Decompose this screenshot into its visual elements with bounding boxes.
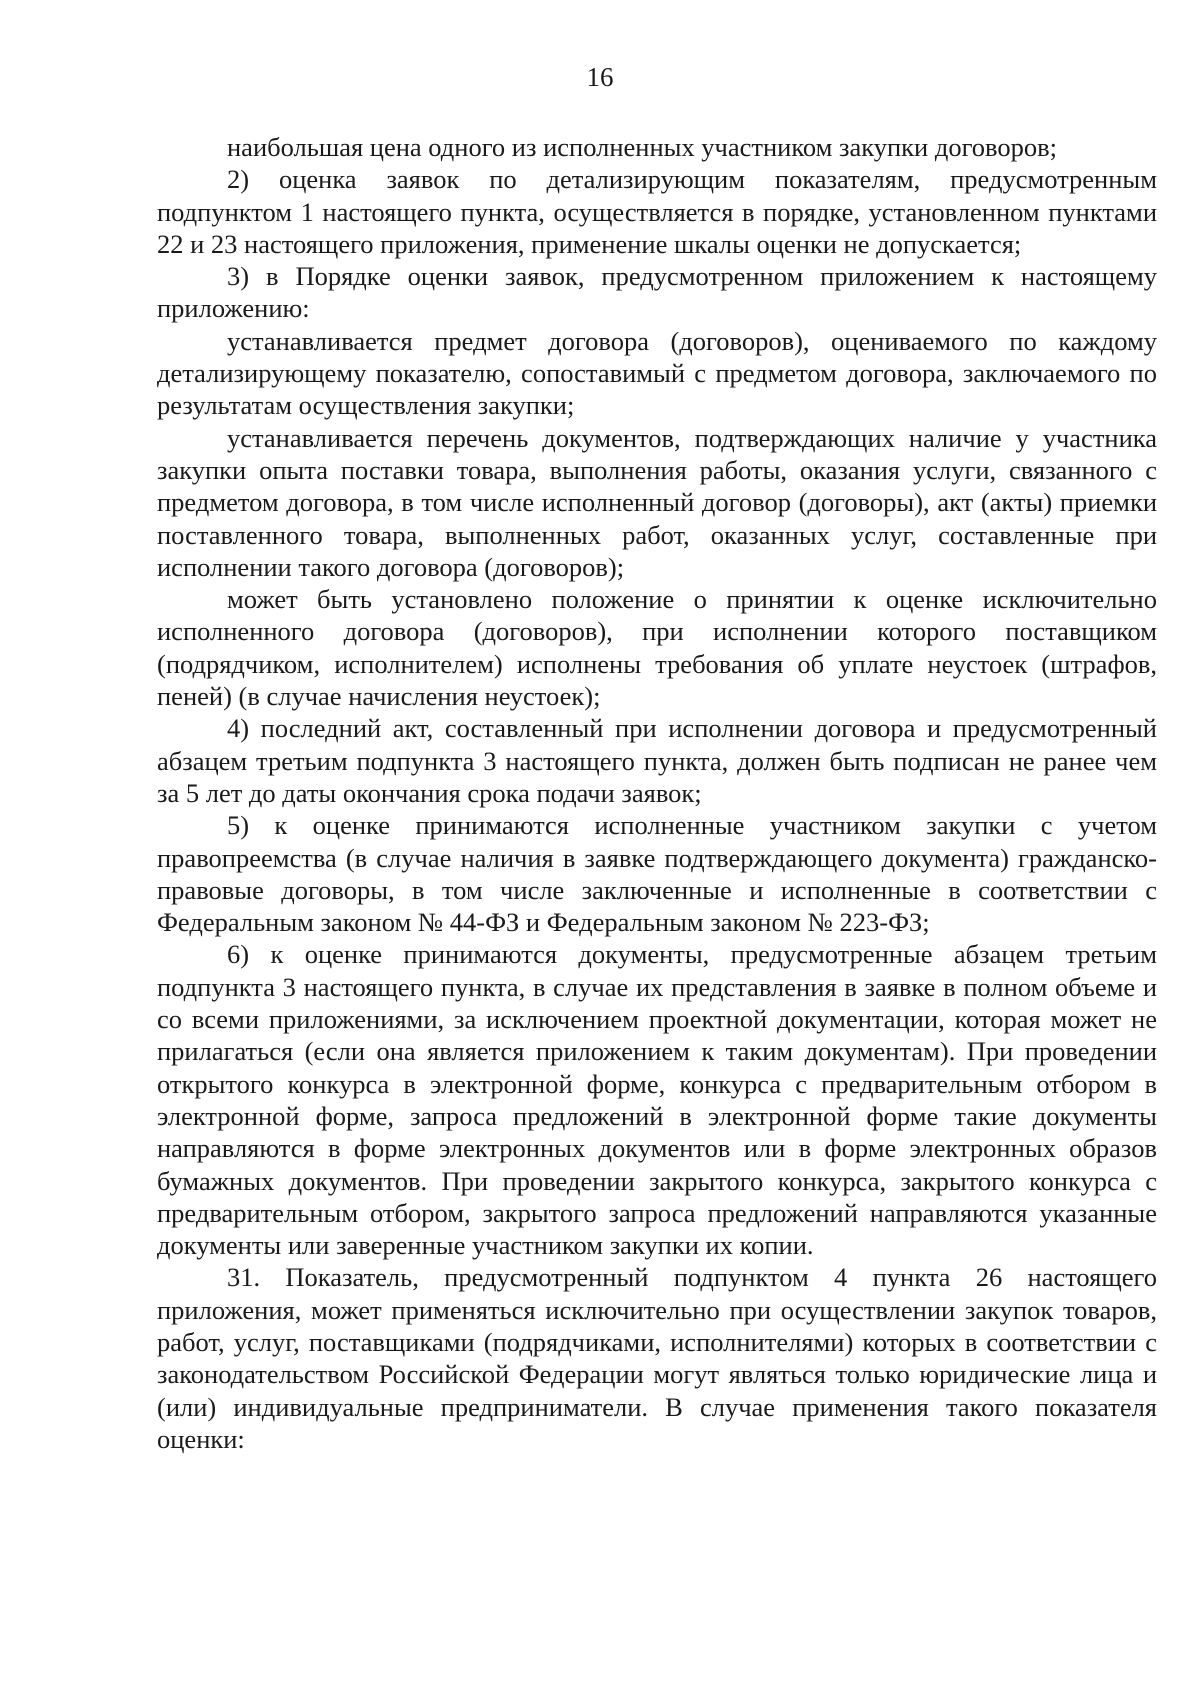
paragraph-item-2: 2) оценка заявок по детализирующим показателям, предусмотренным подпунктом 1 настоящего пункта, осуществляется в порядке, установленном пунктами 22 и 23 настоящего приложения, применение шкалы оценки не допускается;: [157, 164, 1157, 259]
paragraph-item-5: 5) к оценке принимаются исполненные участником закупки с учетом правопреемства (в случае наличия в заявке подтверждающего документа) гражданско-правовые договоры, в том числе заключенные и исполненные в соответствии с Федеральным законом № 44-ФЗ и Федеральным законом № 223-ФЗ;: [157, 810, 1157, 938]
document-body: [157, 131, 1157, 1455]
paragraph-item-3-documents: устанавливается перечень документов, подтверждающих наличие у участника закупки опыта поставки товара, выполнения работы, оказания услуги, связанного с предметом договора, в том числе исполненный договор (договоры), акт (акты) приемки поставленного товара, выполненных работ, оказанных услуг, составленные при исполнении такого договора (договоров);: [157, 422, 1157, 582]
paragraph-item-3-subject: устанавливается предмет договора (договоров), оцениваемого по каждому детализирующему показателю, сопоставимый с предметом договора, заключаемого по результатам осуществления закупки;: [157, 325, 1157, 421]
paragraph-continuation: наибольшая цена одного из исполненных участником закупки договоров;: [227, 132, 1058, 162]
paragraph-clause-31: 31. Показатель, предусмотренный подпунктом 4 пункта 26 настоящего приложения, может применяться исключительно при осуществлении закупок товаров, работ, услуг, поставщиками (подрядчиками, исполнителями) которых в соответствии с законодательством Российской Федерации могут являться только юридические лица и (или) индивидуальные предприниматели. В случае применения такого показателя оценки:: [157, 1262, 1157, 1454]
paragraph-item-3: 3) в Порядке оценки заявок, предусмотренном приложением к настоящему приложению:: [157, 261, 1157, 324]
paragraph-item-3-penalties: может быть установлено положение о принятии к оценке исключительно исполненного договора (договоров), при исполнении которого поставщиком (подрядчиком, исполнителем) исполнены требования об уплате неустоек (штрафов, пеней) (в случае начисления неустоек);: [157, 584, 1157, 712]
page-number: 16: [586, 62, 614, 92]
paragraph-item-6: 6) к оценке принимаются документы, предусмотренные абзацем третьим подпункта 3 настоящего пункта, в случае их представления в заявке в полном объеме и со всеми приложениями, за исключением проектной документации, которая может не прилагаться (если она является приложением к таким документам). При проведении открытого конкурса в электронной форме, конкурса с предварительным отбором в электронной форме, запроса предложений в электронной форме такие документы направляются в форме электронных документов или в форме электронных образов бумажных документов. При проведении закрытого конкурса, закрытого конкурса с предварительным отбором, закрытого запроса предложений направляются указанные документы или заверенные участником закупки их копии.: [157, 939, 1157, 1261]
paragraph-item-4: 4) последний акт, составленный при исполнении договора и предусмотренный абзацем третьим подпункта 3 настоящего пункта, должен быть подписан не ранее чем за 5 лет до даты окончания срока подачи заявок;: [157, 713, 1157, 808]
